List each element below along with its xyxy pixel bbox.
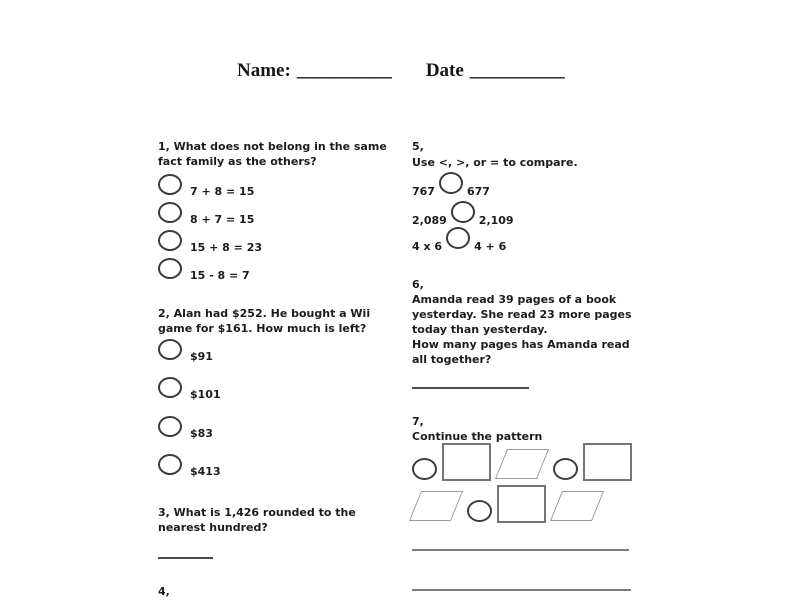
question-7-number: 7, <box>412 415 424 428</box>
comparison-left-value: 2,089 <box>412 214 447 227</box>
comparison-right-value: 2,109 <box>478 214 514 227</box>
question-6-line-1: Amanda read 39 pages of a book <box>412 293 617 306</box>
option-label: $101 <box>190 388 221 401</box>
question-1-line-1: 1, What does not belong in the same <box>158 140 387 153</box>
radio-button[interactable] <box>158 230 182 251</box>
comparison-row <box>412 201 514 228</box>
date-label: Date <box>425 60 464 81</box>
radio-button[interactable] <box>158 377 182 398</box>
question-6-line-5: all together? <box>412 353 492 366</box>
question-6-number: 6, <box>412 278 424 291</box>
comparison-left-value: 4 x 6 <box>412 240 443 253</box>
radio-button[interactable] <box>158 416 182 437</box>
radio-button[interactable] <box>158 339 182 360</box>
answer-line[interactable] <box>412 549 629 551</box>
question-3-line-2: nearest hundred? <box>158 521 268 534</box>
option-label: 15 - 8 = 7 <box>190 269 250 282</box>
comparison-row <box>412 172 490 199</box>
option-label: $83 <box>190 427 213 440</box>
q2-option-row <box>158 339 213 364</box>
comparison-right-value: 4 + 6 <box>474 240 507 253</box>
q1-option-row <box>158 258 250 283</box>
question-3-text <box>158 505 356 535</box>
answer-line[interactable] <box>158 557 213 559</box>
radio-button[interactable] <box>158 174 182 195</box>
worksheet-header <box>237 60 565 82</box>
question-4-number: 4, <box>158 585 170 598</box>
name-blank[interactable]: __________ <box>296 60 392 81</box>
question-1-text <box>158 139 387 169</box>
q2-option-row <box>158 377 221 402</box>
radio-button[interactable] <box>158 258 182 279</box>
option-label: $91 <box>190 350 213 363</box>
option-label: 7 + 8 = 15 <box>190 185 255 198</box>
comparison-circle[interactable] <box>439 172 463 194</box>
pattern-parallelogram-shape <box>550 491 604 521</box>
question-2-text <box>158 306 370 336</box>
comparison-circle[interactable] <box>446 227 470 249</box>
pattern-row-1 <box>412 443 632 485</box>
pattern-row-2 <box>410 485 603 527</box>
pattern-circle-shape <box>467 500 492 522</box>
comparison-row <box>412 227 506 254</box>
comparison-circle[interactable] <box>451 201 475 223</box>
radio-button[interactable] <box>158 202 182 223</box>
answer-line[interactable] <box>412 387 529 389</box>
question-7-prompt: Continue the pattern <box>412 430 543 443</box>
answer-line[interactable] <box>412 589 631 591</box>
pattern-parallelogram-shape <box>409 491 463 521</box>
comparison-right-value: 677 <box>466 185 490 198</box>
pattern-parallelogram-shape <box>495 449 549 479</box>
comparison-left-value: 767 <box>412 185 435 198</box>
question-5-prompt: Use <, >, or = to compare. <box>412 156 578 169</box>
pattern-square-shape <box>497 485 546 523</box>
question-6-line-3: today than yesterday. <box>412 323 548 336</box>
pattern-circle-shape <box>553 458 578 480</box>
radio-button[interactable] <box>158 454 182 475</box>
q1-option-row <box>158 174 254 199</box>
option-label: 15 + 8 = 23 <box>190 241 263 254</box>
question-5-number: 5, <box>412 140 424 153</box>
question-6-line-2: yesterday. She read 23 more pages <box>412 308 632 321</box>
question-2-line-1: 2, Alan had $252. He bought a Wii <box>158 307 371 320</box>
pattern-square-shape <box>583 443 632 481</box>
option-label: 8 + 7 = 15 <box>190 213 255 226</box>
date-blank[interactable]: __________ <box>469 60 565 81</box>
q2-option-row <box>158 454 221 479</box>
question-3-line-1: 3, What is 1,426 rounded to the <box>158 506 356 519</box>
q1-option-row <box>158 202 254 227</box>
q1-option-row <box>158 230 262 255</box>
pattern-square-shape <box>442 443 491 481</box>
question-2-line-2: game for $161. How much is left? <box>158 322 367 335</box>
q2-option-row <box>158 416 213 441</box>
option-label: $413 <box>190 465 221 478</box>
question-6-line-4: How many pages has Amanda read <box>412 338 630 351</box>
question-6-text <box>412 292 632 367</box>
pattern-circle-shape <box>412 458 437 480</box>
question-1-line-2: fact family as the others? <box>158 155 317 168</box>
name-label: Name: <box>237 60 291 81</box>
